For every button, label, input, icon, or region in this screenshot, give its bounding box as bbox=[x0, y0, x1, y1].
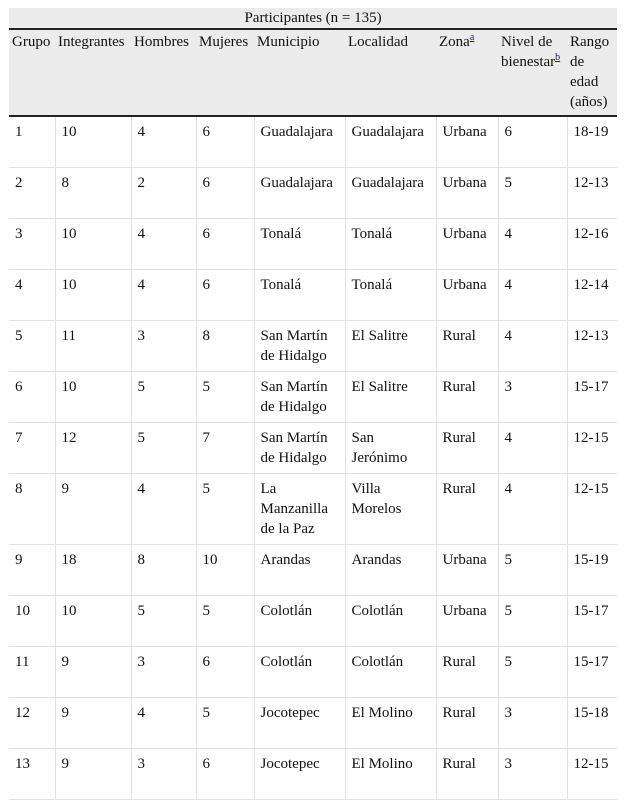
cell-integrantes: 18 bbox=[55, 544, 131, 595]
cell-zona: Rural bbox=[436, 371, 498, 422]
cell-mujeres: 6 bbox=[196, 646, 254, 697]
cell-mujeres: 10 bbox=[196, 544, 254, 595]
cell-rango-edad: 15-18 bbox=[567, 697, 617, 748]
cell-municipio: San Martín de Hidalgo bbox=[254, 422, 345, 473]
cell-localidad: San Jerónimo bbox=[345, 422, 436, 473]
cell-zona: Urbana bbox=[436, 595, 498, 646]
cell-rango-edad: 15-17 bbox=[567, 646, 617, 697]
cell-localidad: Colotlán bbox=[345, 646, 436, 697]
cell-localidad: Tonalá bbox=[345, 269, 436, 320]
cell-hombres: 4 bbox=[131, 473, 196, 544]
cell-nivel-bienestar: 6 bbox=[498, 116, 567, 167]
cell-municipio: Guadalajara bbox=[254, 167, 345, 218]
table-row bbox=[9, 646, 617, 697]
cell-nivel-bienestar: 3 bbox=[498, 748, 567, 799]
header-grupo: Grupo bbox=[9, 29, 55, 116]
cell-mujeres: 6 bbox=[196, 269, 254, 320]
cell-mujeres: 5 bbox=[196, 595, 254, 646]
cell-grupo: 7 bbox=[9, 422, 55, 473]
cell-municipio: Jocotepec bbox=[254, 697, 345, 748]
cell-rango-edad: 15-17 bbox=[567, 595, 617, 646]
cell-mujeres: 5 bbox=[196, 697, 254, 748]
cell-municipio: San Martín de Hidalgo bbox=[254, 320, 345, 371]
cell-nivel-bienestar: 5 bbox=[498, 595, 567, 646]
cell-municipio: Colotlán bbox=[254, 595, 345, 646]
cell-localidad: Guadalajara bbox=[345, 167, 436, 218]
cell-grupo: 5 bbox=[9, 320, 55, 371]
table-row bbox=[9, 320, 617, 371]
cell-integrantes: 10 bbox=[55, 218, 131, 269]
cell-nivel-bienestar: 4 bbox=[498, 218, 567, 269]
cell-integrantes: 11 bbox=[55, 320, 131, 371]
cell-grupo: 8 bbox=[9, 473, 55, 544]
cell-zona: Urbana bbox=[436, 167, 498, 218]
cell-nivel-bienestar: 5 bbox=[498, 167, 567, 218]
cell-municipio: La Manzanilla de la Paz bbox=[254, 473, 345, 544]
cell-zona: Urbana bbox=[436, 116, 498, 167]
cell-nivel-bienestar: 3 bbox=[498, 697, 567, 748]
header-zona-label: Zona bbox=[439, 34, 470, 50]
cell-localidad: El Salitre bbox=[345, 371, 436, 422]
cell-hombres: 5 bbox=[131, 422, 196, 473]
cell-municipio: Tonalá bbox=[254, 269, 345, 320]
cell-municipio: Colotlán bbox=[254, 646, 345, 697]
cell-mujeres: 5 bbox=[196, 473, 254, 544]
cell-grupo: 9 bbox=[9, 544, 55, 595]
cell-municipio: San Martín de Hidalgo bbox=[254, 371, 345, 422]
cell-grupo: 4 bbox=[9, 269, 55, 320]
cell-integrantes: 10 bbox=[55, 269, 131, 320]
cell-grupo: 13 bbox=[9, 748, 55, 799]
cell-hombres: 3 bbox=[131, 320, 196, 371]
header-integrantes: Integrantes bbox=[55, 29, 131, 116]
cell-zona: Rural bbox=[436, 422, 498, 473]
cell-mujeres: 7 bbox=[196, 422, 254, 473]
table-row bbox=[9, 269, 617, 320]
table-row bbox=[9, 595, 617, 646]
cell-localidad: Tonalá bbox=[345, 218, 436, 269]
cell-rango-edad: 12-13 bbox=[567, 320, 617, 371]
cell-hombres: 4 bbox=[131, 116, 196, 167]
cell-grupo: 1 bbox=[9, 116, 55, 167]
cell-rango-edad: 12-13 bbox=[567, 167, 617, 218]
cell-zona: Rural bbox=[436, 320, 498, 371]
participants-table bbox=[9, 8, 617, 800]
cell-nivel-bienestar: 4 bbox=[498, 473, 567, 544]
table-row bbox=[9, 371, 617, 422]
cell-nivel-bienestar: 5 bbox=[498, 544, 567, 595]
cell-integrantes: 9 bbox=[55, 646, 131, 697]
cell-grupo: 12 bbox=[9, 697, 55, 748]
cell-hombres: 3 bbox=[131, 748, 196, 799]
cell-grupo: 10 bbox=[9, 595, 55, 646]
table-row bbox=[9, 218, 617, 269]
cell-zona: Urbana bbox=[436, 218, 498, 269]
header-hombres: Hombres bbox=[131, 29, 196, 116]
cell-rango-edad: 18-19 bbox=[567, 116, 617, 167]
cell-nivel-bienestar: 4 bbox=[498, 269, 567, 320]
cell-hombres: 4 bbox=[131, 697, 196, 748]
cell-rango-edad: 12-15 bbox=[567, 473, 617, 544]
header-mujeres: Mujeres bbox=[196, 29, 254, 116]
cell-hombres: 5 bbox=[131, 371, 196, 422]
cell-zona: Urbana bbox=[436, 544, 498, 595]
cell-municipio: Arandas bbox=[254, 544, 345, 595]
cell-integrantes: 12 bbox=[55, 422, 131, 473]
header-nivel-bienestar bbox=[498, 29, 567, 116]
cell-integrantes: 10 bbox=[55, 595, 131, 646]
cell-zona: Rural bbox=[436, 646, 498, 697]
cell-grupo: 3 bbox=[9, 218, 55, 269]
footnote-link-a[interactable]: a bbox=[469, 32, 475, 43]
cell-mujeres: 6 bbox=[196, 116, 254, 167]
footnote-link-b[interactable]: b bbox=[555, 52, 561, 63]
cell-hombres: 3 bbox=[131, 646, 196, 697]
table-row bbox=[9, 748, 617, 799]
cell-hombres: 4 bbox=[131, 218, 196, 269]
cell-rango-edad: 12-15 bbox=[567, 748, 617, 799]
cell-hombres: 5 bbox=[131, 595, 196, 646]
cell-localidad: El Molino bbox=[345, 748, 436, 799]
cell-localidad: El Molino bbox=[345, 697, 436, 748]
cell-rango-edad: 15-17 bbox=[567, 371, 617, 422]
cell-zona: Rural bbox=[436, 473, 498, 544]
table-row bbox=[9, 697, 617, 748]
header-localidad: Localidad bbox=[345, 29, 436, 116]
cell-municipio: Guadalajara bbox=[254, 116, 345, 167]
cell-integrantes: 8 bbox=[55, 167, 131, 218]
header-zona bbox=[436, 29, 498, 116]
table-row bbox=[9, 422, 617, 473]
cell-municipio: Tonalá bbox=[254, 218, 345, 269]
cell-grupo: 2 bbox=[9, 167, 55, 218]
table-caption: Participantes (n = 135) bbox=[9, 8, 617, 29]
cell-zona: Rural bbox=[436, 748, 498, 799]
cell-nivel-bienestar: 4 bbox=[498, 320, 567, 371]
cell-rango-edad: 12-15 bbox=[567, 422, 617, 473]
cell-hombres: 2 bbox=[131, 167, 196, 218]
cell-localidad: Arandas bbox=[345, 544, 436, 595]
cell-localidad: Guadalajara bbox=[345, 116, 436, 167]
cell-hombres: 8 bbox=[131, 544, 196, 595]
cell-rango-edad: 15-19 bbox=[567, 544, 617, 595]
header-rango-edad: Rango de edad (años) bbox=[567, 29, 617, 116]
cell-integrantes: 10 bbox=[55, 371, 131, 422]
cell-mujeres: 6 bbox=[196, 748, 254, 799]
cell-mujeres: 6 bbox=[196, 167, 254, 218]
cell-localidad: El Salitre bbox=[345, 320, 436, 371]
cell-grupo: 11 bbox=[9, 646, 55, 697]
cell-nivel-bienestar: 5 bbox=[498, 646, 567, 697]
cell-mujeres: 6 bbox=[196, 218, 254, 269]
table-row bbox=[9, 116, 617, 167]
cell-municipio: Jocotepec bbox=[254, 748, 345, 799]
header-bienestar-label: Nivel de bienestar bbox=[501, 34, 556, 70]
cell-rango-edad: 12-14 bbox=[567, 269, 617, 320]
cell-integrantes: 9 bbox=[55, 697, 131, 748]
table-row bbox=[9, 544, 617, 595]
cell-hombres: 4 bbox=[131, 269, 196, 320]
cell-integrantes: 10 bbox=[55, 116, 131, 167]
cell-nivel-bienestar: 4 bbox=[498, 422, 567, 473]
cell-mujeres: 8 bbox=[196, 320, 254, 371]
cell-grupo: 6 bbox=[9, 371, 55, 422]
cell-localidad: Colotlán bbox=[345, 595, 436, 646]
cell-integrantes: 9 bbox=[55, 748, 131, 799]
table-row bbox=[9, 473, 617, 544]
cell-integrantes: 9 bbox=[55, 473, 131, 544]
cell-mujeres: 5 bbox=[196, 371, 254, 422]
cell-localidad: Villa Morelos bbox=[345, 473, 436, 544]
cell-rango-edad: 12-16 bbox=[567, 218, 617, 269]
table-row bbox=[9, 167, 617, 218]
cell-nivel-bienestar: 3 bbox=[498, 371, 567, 422]
cell-zona: Rural bbox=[436, 697, 498, 748]
cell-zona: Urbana bbox=[436, 269, 498, 320]
header-municipio: Municipio bbox=[254, 29, 345, 116]
